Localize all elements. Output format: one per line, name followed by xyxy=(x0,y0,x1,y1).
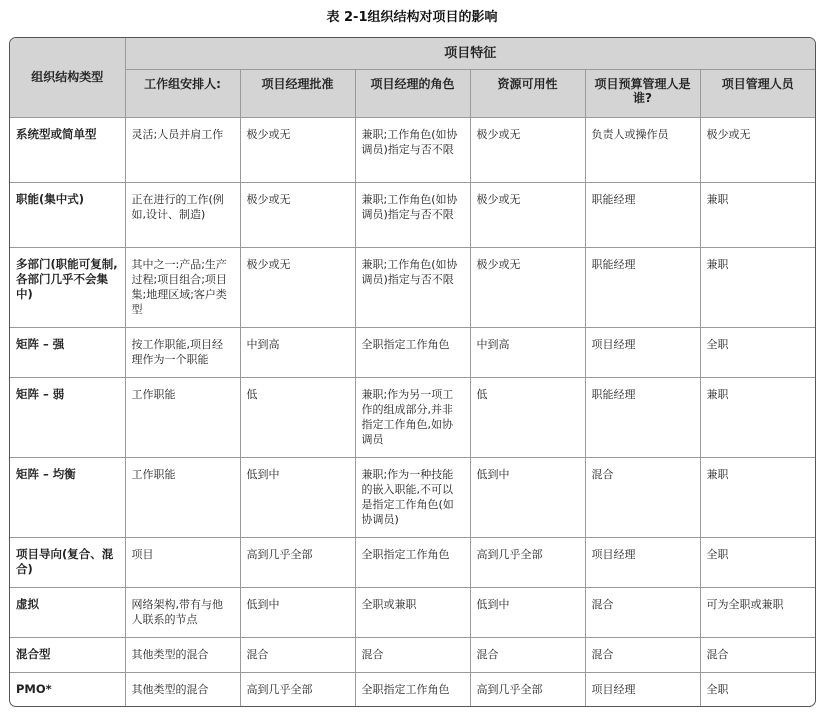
table-cell: 混合 xyxy=(240,637,355,672)
row-label: 矩阵 – 均衡 xyxy=(10,457,125,537)
table-row xyxy=(10,457,815,537)
table-cell: 兼职;工作角色(如协调员)指定与否不限 xyxy=(355,182,470,247)
table-cell: 全职指定工作角色 xyxy=(355,672,470,706)
table-cell: 极少或无 xyxy=(240,247,355,327)
table-cell: 混合 xyxy=(700,637,815,672)
table-cell: 低到中 xyxy=(240,587,355,637)
row-label: 系统型或简单型 xyxy=(10,117,125,182)
table-cell: 混合 xyxy=(470,637,585,672)
table-row xyxy=(10,327,815,377)
table-cell: 职能经理 xyxy=(585,377,700,457)
table-cell: 混合 xyxy=(585,637,700,672)
table-cell: 低到中 xyxy=(240,457,355,537)
table-cell: 可为全职或兼职 xyxy=(700,587,815,637)
table-cell: 中到高 xyxy=(240,327,355,377)
table-cell: 职能经理 xyxy=(585,247,700,327)
org-structure-table-frame xyxy=(9,37,816,707)
table-row xyxy=(10,637,815,672)
table-cell: 低到中 xyxy=(470,457,585,537)
table-row xyxy=(10,247,815,327)
table-cell: 项目 xyxy=(125,537,240,587)
table-cell: 全职 xyxy=(700,537,815,587)
table-cell: 混合 xyxy=(585,457,700,537)
table-cell: 其他类型的混合 xyxy=(125,672,240,706)
table-cell: 职能经理 xyxy=(585,182,700,247)
row-label: 职能(集中式) xyxy=(10,182,125,247)
header-project-characteristics: 项目特征 xyxy=(125,38,815,69)
table-cell: 极少或无 xyxy=(700,117,815,182)
table-cell: 灵活;人员并肩工作 xyxy=(125,117,240,182)
table-cell: 正在进行的工作(例如,设计、制造) xyxy=(125,182,240,247)
table-cell: 低 xyxy=(240,377,355,457)
table-cell: 中到高 xyxy=(470,327,585,377)
table-cell: 全职 xyxy=(700,672,815,706)
table-cell: 极少或无 xyxy=(240,182,355,247)
header-col-pm-staff: 项目管理人员 xyxy=(700,69,815,117)
header-col-budget-manager: 项目预算管理人是谁? xyxy=(585,69,700,117)
table-row xyxy=(10,537,815,587)
table-cell: 项目经理 xyxy=(585,537,700,587)
table-cell: 低到中 xyxy=(470,587,585,637)
table-cell: 负责人或操作员 xyxy=(585,117,700,182)
table-cell: 全职指定工作角色 xyxy=(355,327,470,377)
org-structure-table xyxy=(10,38,815,706)
table-cell: 高到几乎全部 xyxy=(470,537,585,587)
table-cell: 兼职 xyxy=(700,182,815,247)
table-cell: 兼职;作为另一项工作的组成部分,并非指定工作角色,如协调员 xyxy=(355,377,470,457)
table-cell: 网络架构,带有与他人联系的节点 xyxy=(125,587,240,637)
row-label: 多部门(职能可复制,各部门几乎不会集中) xyxy=(10,247,125,327)
table-cell: 其中之一:产品;生产过程;项目组合;项目集;地理区域;客户类型 xyxy=(125,247,240,327)
table-cell: 极少或无 xyxy=(470,182,585,247)
header-col-pm-role: 项目经理的角色 xyxy=(355,69,470,117)
header-col-work-groups: 工作组安排人: xyxy=(125,69,240,117)
row-label: 矩阵 – 弱 xyxy=(10,377,125,457)
table-cell: 兼职 xyxy=(700,377,815,457)
table-cell: 高到几乎全部 xyxy=(470,672,585,706)
table-cell: 项目经理 xyxy=(585,327,700,377)
table-cell: 极少或无 xyxy=(470,247,585,327)
header-org-type: 组织结构类型 xyxy=(10,38,125,117)
table-row xyxy=(10,672,815,706)
header-col-resource-availability: 资源可用性 xyxy=(470,69,585,117)
table-cell: 工作职能 xyxy=(125,457,240,537)
row-label: 混合型 xyxy=(10,637,125,672)
table-cell: 混合 xyxy=(355,637,470,672)
table-cell: 低 xyxy=(470,377,585,457)
table-cell: 兼职;作为一种技能的嵌入职能,不可以是指定工作角色(如协调员) xyxy=(355,457,470,537)
table-cell: 高到几乎全部 xyxy=(240,672,355,706)
table-row xyxy=(10,587,815,637)
table-cell: 全职指定工作角色 xyxy=(355,537,470,587)
row-label: PMO* xyxy=(10,672,125,706)
table-cell: 全职 xyxy=(700,327,815,377)
row-label: 项目导向(复合、混合) xyxy=(10,537,125,587)
row-label: 虚拟 xyxy=(10,587,125,637)
table-cell: 全职或兼职 xyxy=(355,587,470,637)
table-cell: 项目经理 xyxy=(585,672,700,706)
header-col-pm-authority: 项目经理批准 xyxy=(240,69,355,117)
table-title: 表 2-1组织结构对项目的影响 xyxy=(326,10,498,25)
table-row xyxy=(10,117,815,182)
table-cell: 兼职 xyxy=(700,457,815,537)
table-row xyxy=(10,377,815,457)
row-label: 矩阵 – 强 xyxy=(10,327,125,377)
table-cell: 工作职能 xyxy=(125,377,240,457)
table-cell: 其他类型的混合 xyxy=(125,637,240,672)
table-cell: 兼职;工作角色(如协调员)指定与否不限 xyxy=(355,247,470,327)
table-cell: 高到几乎全部 xyxy=(240,537,355,587)
table-row xyxy=(10,182,815,247)
table-cell: 兼职 xyxy=(700,247,815,327)
table-cell: 按工作职能,项目经理作为一个职能 xyxy=(125,327,240,377)
table-cell: 混合 xyxy=(585,587,700,637)
table-cell: 兼职;工作角色(如协调员)指定与否不限 xyxy=(355,117,470,182)
table-cell: 极少或无 xyxy=(470,117,585,182)
table-cell: 极少或无 xyxy=(240,117,355,182)
